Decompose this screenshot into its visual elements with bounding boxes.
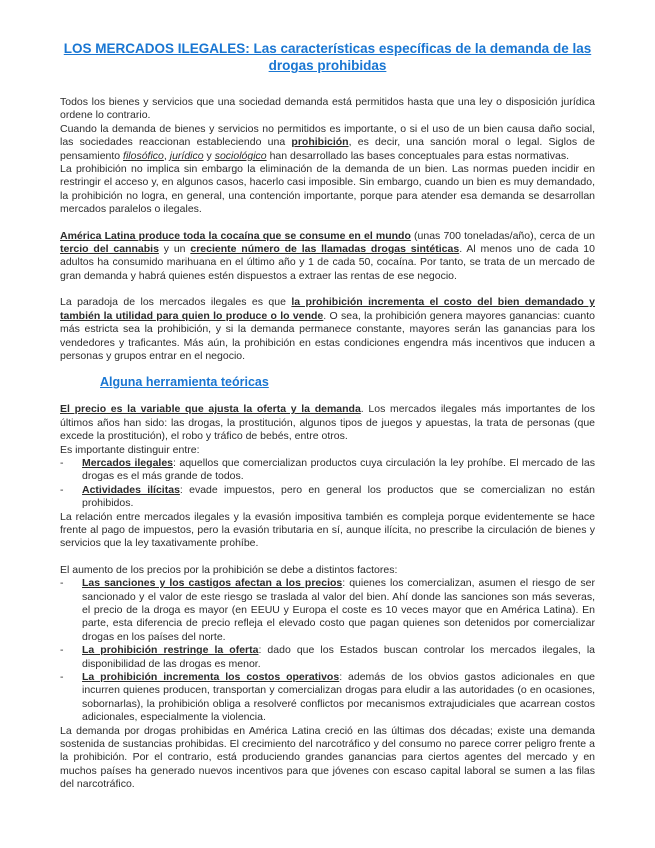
list-item <box>60 484 595 511</box>
paragraph-paradoja <box>60 296 595 363</box>
list-item <box>60 577 595 644</box>
dash-bullet: - <box>60 577 64 590</box>
text: y <box>203 149 215 162</box>
section-heading-herramientas: Alguna herramienta teóricas <box>100 375 269 390</box>
dash-bullet: - <box>60 671 64 684</box>
text: Es importante distinguir entre: <box>60 443 200 456</box>
text: , <box>163 149 170 162</box>
paragraph-evasion <box>60 511 595 551</box>
text: La paradoja de los mercados ilegales es que <box>60 296 292 309</box>
paragraph-intro-3 <box>60 163 595 217</box>
text: . Al menos uno de cada 10 adultos ha consumido marihuana en el último año y 1 de cada 50, cocaína. Por tanto, se trata de un mercado de gran demanda y habrá quienes estén dispuestos a extraer las rentas de ese negocio. <box>60 243 595 282</box>
term-precio: El precio es la variable que ajusta la oferta y la demanda <box>60 403 361 416</box>
term-juridico: jurídico <box>169 149 204 162</box>
text: Cuando la demanda de bienes y servicios no permitidos es importante, o si el uso de un bien causa daño social, las sociedades reaccionan estableciendo una <box>60 122 595 149</box>
term-filosofico: filosófico <box>123 149 164 162</box>
spacer <box>60 283 595 296</box>
list-item <box>60 671 595 725</box>
list-item <box>60 644 595 671</box>
text: : evade impuestos, pero en general los productos que se comercializan no están prohibidos. <box>82 483 595 510</box>
term-drogas-sinteticas: creciente número de las llamadas drogas sintéticas <box>190 243 460 256</box>
spacer <box>60 217 595 230</box>
text: . O sea, la prohibición genera mayores ganancias: cuanto más estricta sea la prohibición, y si la demanda permanece constante, mayores serán las ganancias para los vendedores y traficantes. Más aún, la prohibición en estas condiciones engendra más incentivos que inducen a personas y grupos entrar en el negocio. <box>60 309 595 362</box>
term-restringe-oferta: La prohibición restringe la oferta <box>82 644 259 657</box>
term-prohibicion-incrementa: la prohibición incrementa el costo del bien demandado y también la utilidad para quien lo produce o lo vende <box>60 296 595 322</box>
text: El aumento de los precios por la prohibición se debe a distintos factores: <box>60 563 398 576</box>
list-mercados <box>60 457 595 511</box>
paragraph-precio <box>60 403 595 443</box>
document-title: LOS MERCADOS ILEGALES: Las características específicas de la demanda de las drogas prohibidas <box>63 41 592 73</box>
text: : quienes los comercializan, asumen el riesgo de ser sancionado y el valor de este riesgo se traslada al valor del bien. Ahí donde las sanciones son más severas, el precio de la droga es mayor (en EEUU y Europa el coste es 10 veces mayor que en América Latina). En parte, esta diferencia de precio refleja el elevado costo que pagan quienes son detenidos por comercializar drogas en los países del norte. <box>82 577 595 643</box>
term-tercio-cannabis: tercio del cannabis <box>60 243 159 256</box>
paragraph-intro-1 <box>60 96 595 123</box>
paragraph-intro-2 <box>60 123 595 163</box>
text: : dado que los Estados buscan controlar los mercados ilegales, la disponibilidad de las drogas es menor. <box>82 644 595 670</box>
text: La relación entre mercados ilegales y la evasión impositiva también es compleja porque evidentemente se hace frente al pago de impuestos, pero la evasión tributaria en sí, aunque ilícita, no prescribe la circulación de bienes y servicios que la ley taxativamente prohíbe. <box>60 510 595 550</box>
dash-bullet: - <box>60 483 64 496</box>
paragraph-america-latina <box>60 230 595 284</box>
text: : además de los obvios gastos adicionales en que incurren quienes producen, transportan y comercializan drogas para eludir a las autoridades (o en ocasiones, sobornarlas), la prohibición obliga a resolveré conflictos por mecanismos extrajudiciales que acarrean costos adicionales, especialmente la violencia. <box>82 671 595 724</box>
dash-bullet: - <box>60 456 64 469</box>
list-factores <box>60 577 595 724</box>
text: (unas 700 toneladas/año), cerca de un <box>410 229 595 242</box>
text: han desarrollado las bases conceptuales para estas normativas. <box>266 149 569 162</box>
dash-bullet: - <box>60 644 64 657</box>
term-america-latina: América Latina produce toda la cocaína que se consume en el mundo <box>60 229 411 242</box>
paragraph-distinguir <box>60 444 595 457</box>
term-actividades-ilicitas: Actividades ilícitas <box>82 483 180 496</box>
text: La prohibición no implica sin embargo la eliminación de la demanda de un bien. Las normas pueden incidir en restringir el acceso y, en algunos casos, hacerlo casi imposible. Sin embargo, cuando un bien es muy demandado, la prohibición no logra, en general, una contención importante, porque para atender esa demanda se desarrollan mercados paralelos o ilegales. <box>60 163 595 216</box>
term-mercados-ilegales: Mercados ilegales <box>82 456 173 469</box>
text: La demanda por drogas prohibidas en América Latina creció en las últimas dos décadas; existe una demanda sostenida de sustancias prohibidas. El crecimiento del narcotráfico y del consumo no parece correr peligro frente a la prohibición. Por el contrario, está produciendo grandes ganancias para ciertos agentes del mercado y en muchos países ha generado nuevos incentivos para que jóvenes con escaso capital laboral se sumen a las filas del narcotráfico. <box>60 724 595 791</box>
list-item <box>60 457 595 484</box>
paragraph-demanda-america-latina <box>60 725 595 792</box>
spacer <box>60 551 595 564</box>
text: Todos los bienes y servicios que una sociedad demanda está permitidos hasta que una ley o disposición jurídica ordene lo contrario. <box>60 96 595 122</box>
paragraph-factores <box>60 564 595 577</box>
text: , es decir, una sanción moral o legal. Siglos de pensamiento <box>60 136 595 162</box>
text: y un <box>158 243 191 256</box>
term-sanciones: Las sanciones y los castigos afectan a los precios <box>82 577 343 590</box>
term-costos-operativos: La prohibición incrementa los costos operativos <box>82 671 340 684</box>
term-prohibicion: prohibición <box>291 136 349 149</box>
text: . Los mercados ilegales más importantes de los últimos años han sido: las drogas, la prostitución, algunos tipos de juegos y apuestas, la trata de personas (que excede la prostitución), el robo y tráfico de bebés, entre otros. <box>60 403 595 443</box>
term-sociologico: sociológico <box>214 149 267 162</box>
text: : aquellos que comercializan productos cuya circulación la ley prohíbe. El mercado de las drogas es el más grande de todos. <box>82 456 595 483</box>
